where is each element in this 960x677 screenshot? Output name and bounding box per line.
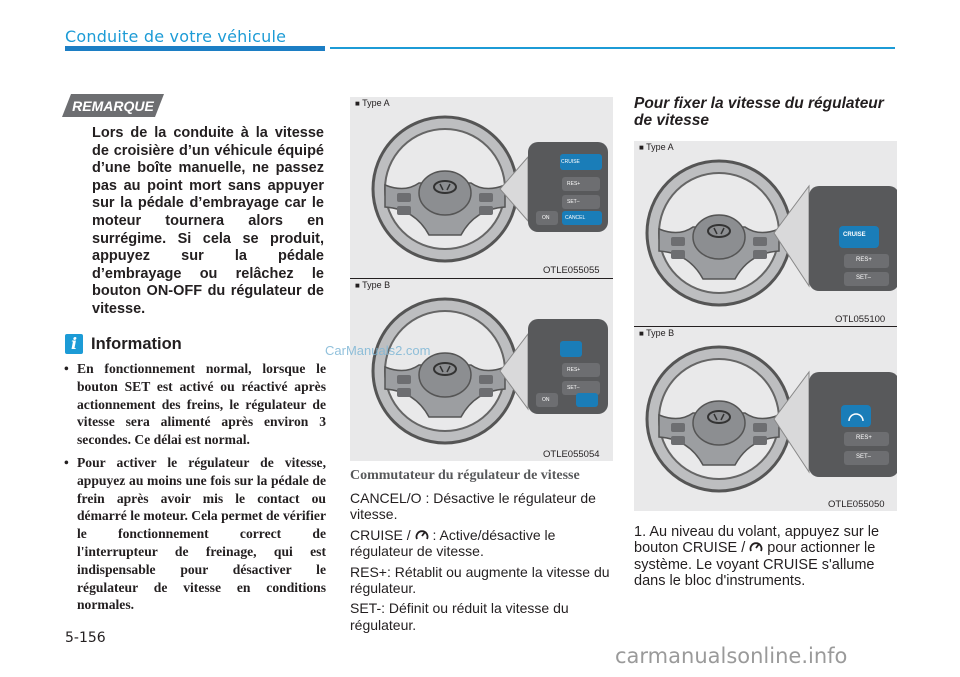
figure-code: OTLE055055 (543, 265, 600, 276)
def-term: SET-: (350, 600, 386, 617)
step-text-part1: Au niveau du volant, appuyez sur le bouton CRUISE / (634, 524, 880, 557)
btn-cancel: CANCEL (565, 215, 586, 221)
watermark-bottom: carmanualsonline.info (615, 644, 848, 668)
def-desc: : Active/désactive le régulateur de vitesse. (350, 526, 556, 560)
information-title: Information (91, 335, 182, 353)
figure-label: ■ Type A (639, 142, 674, 152)
figure-label: ■ Type A (355, 98, 390, 108)
btn-res: RES+ (856, 435, 872, 441)
figure-cruise-type-b (634, 327, 897, 511)
figure-code: OTL055100 (835, 314, 886, 325)
btn-res: RES+ (856, 257, 872, 263)
def-desc: Définit ou réduit la vitesse du régulateur. (350, 600, 569, 633)
step-number: 1. (634, 524, 647, 540)
figure-code: OTLE055054 (543, 449, 600, 460)
def-desc: Désactive le régulateur de vitesse. (350, 490, 596, 523)
btn-cruise: CRUISE (561, 159, 580, 165)
btn-set: SET– (856, 454, 872, 460)
btn-set: SET– (567, 199, 580, 205)
def-term: CRUISE / (350, 526, 411, 543)
information-bullet: • En fonctionnement normal, lorsque le bouton SET est activé ou réactivé après actionnement des freins, le régulateur de vitesse sera alimenté après environ 3 secondes. Ce délai est normal. (64, 360, 326, 449)
btn-cruise: CRUISE (843, 232, 866, 238)
switch-definitions (350, 490, 612, 637)
information-bullet: • Pour activer le régulateur de vitesse, appuyez au moins une fois sur la pédale de frein après avoir mis le contact ou démarré le moteur. Cela permet de vérifier le fonctionnement correct de l'interrupteur de freinage, qui est indispensable pour désactiver le régulateur de vitesse en conditions normales. (64, 454, 326, 614)
btn-res: RES+ (567, 367, 581, 373)
info-icon: i (65, 334, 83, 354)
figure-code: OTLE055050 (828, 499, 885, 510)
watermark-top: CarManuals2.com (325, 343, 431, 358)
figure-switch-type-b (350, 279, 613, 461)
btn-res: RES+ (567, 181, 581, 187)
cruise-speedometer-icon (749, 540, 763, 554)
btn-set: SET– (856, 275, 872, 281)
set-speed-heading: Pour fixer la vitesse du régulateur de vitesse (634, 95, 884, 129)
def-set (350, 600, 612, 633)
figure-cruise-type-a (634, 141, 897, 326)
switch-caption: Commutateur du régulateur de vitesse (350, 468, 580, 483)
def-res (350, 564, 612, 597)
step-1 (634, 524, 896, 590)
page-section-title: Conduite de votre véhicule (65, 27, 287, 46)
btn-on: ON (542, 215, 550, 221)
page-number: 5-156 (65, 630, 106, 646)
header-rule-light (330, 47, 895, 49)
remarque-label: REMARQUE (72, 97, 154, 114)
figure-switch-type-a (350, 97, 613, 278)
figure-label: ■ Type B (639, 328, 674, 338)
def-cancel (350, 490, 612, 523)
remarque-tag (62, 94, 164, 117)
def-cruise (350, 527, 612, 560)
step-text-part2: pour actionner le système. Le voyant CRUISE s'allume dans le bloc d'instruments. (634, 540, 876, 590)
header-rule-dark (65, 46, 325, 51)
def-term: CANCEL/O : (350, 490, 430, 506)
btn-set: SET– (567, 385, 580, 391)
cruise-speedometer-icon (415, 528, 429, 542)
btn-on: ON (542, 397, 550, 403)
information-list (64, 360, 326, 619)
figure-label: ■ Type B (355, 280, 390, 290)
def-term: RES+: (350, 563, 391, 580)
remarque-text: Lors de la conduite à la vitesse de croisière d’un véhicule équipé d’une boîte manuelle, ne passez pas au point mort sans appuyer sur la pédale d’embrayage car le moteur tournera alors en surrégime. Si cela se produit, appuyez sur la pédale d’embrayage ou relâchez le bouton ON-OFF du régulateur de vitesse. (92, 125, 324, 317)
def-desc: Rétablit ou augmente la vitesse du régulateur. (350, 563, 610, 597)
